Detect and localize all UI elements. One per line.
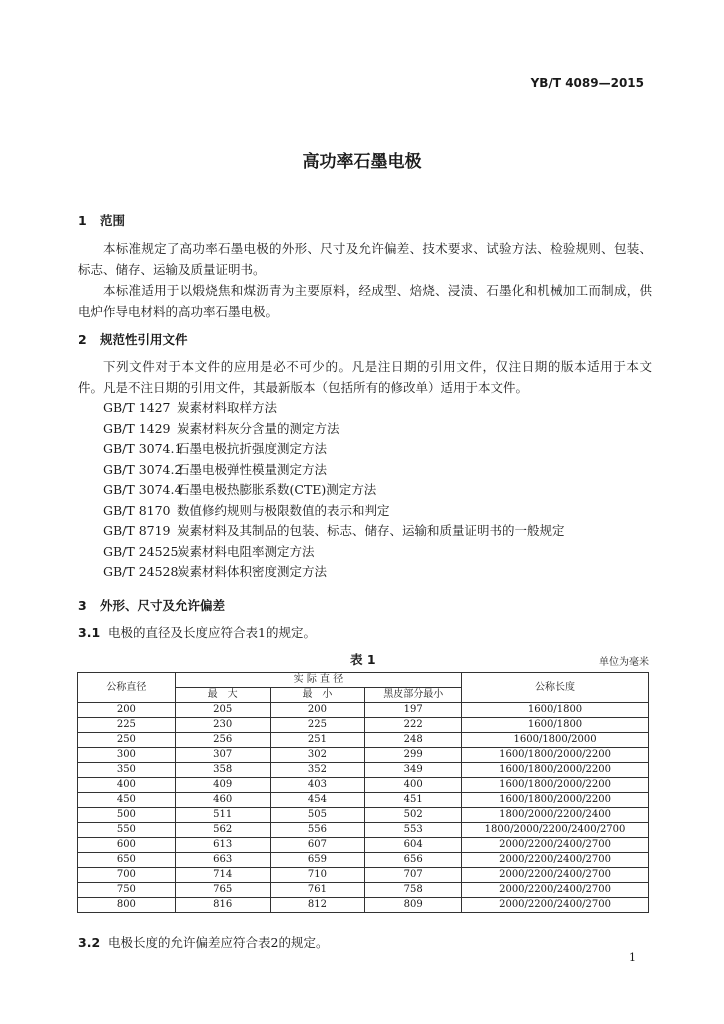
max-diameter-cell: 409	[175, 778, 270, 793]
reference-title: 炭素材料取样方法	[177, 400, 278, 415]
rough-min-cell: 553	[365, 823, 462, 838]
nominal-diameter-cell: 800	[78, 898, 176, 913]
reference-item	[103, 398, 565, 419]
nominal-diameter-cell: 650	[78, 853, 176, 868]
reference-item	[103, 480, 565, 501]
section-2-paragraph: 下列文件对于本文件的应用是必不可少的。凡是注日期的引用文件，仅注日期的版本适用于本文件。凡是不注日期的引用文件，其最新版本（包括所有的修改单）适用于本文件。	[78, 359, 652, 395]
min-diameter-cell: 352	[270, 763, 365, 778]
clause-3-2-number: 3.2	[78, 935, 101, 950]
standard-number: YB/T 4089—2015	[530, 76, 644, 90]
rough-min-cell: 349	[365, 763, 462, 778]
nominal-length-cell: 1600/1800/2000/2200	[462, 763, 649, 778]
nominal-length-cell: 1600/1800/2000/2200	[462, 793, 649, 808]
nominal-diameter-cell: 600	[78, 838, 176, 853]
table-row	[78, 748, 649, 763]
table-1-caption: 表 1	[350, 652, 376, 667]
min-diameter-cell: 505	[270, 808, 365, 823]
table-1-body	[78, 703, 649, 913]
reference-item	[103, 521, 565, 542]
table-row	[78, 718, 649, 733]
rough-min-cell: 656	[365, 853, 462, 868]
min-diameter-cell: 302	[270, 748, 365, 763]
reference-item	[103, 562, 565, 583]
section-3-number: 3	[78, 598, 87, 613]
nominal-diameter-cell: 250	[78, 733, 176, 748]
reference-code: GB/T 1429	[103, 420, 171, 436]
nominal-length-cell: 2000/2200/2400/2700	[462, 898, 649, 913]
reference-code: GB/T 3074.2	[103, 461, 183, 477]
nominal-length-cell: 2000/2200/2400/2700	[462, 838, 649, 853]
nominal-length-cell: 1600/1800	[462, 718, 649, 733]
max-diameter-cell: 816	[175, 898, 270, 913]
header-rough-min: 黑皮部分最小	[365, 688, 462, 703]
table-row	[78, 898, 649, 913]
clause-3-2-text: 电极长度的允许偏差应符合表2的规定。	[108, 935, 329, 950]
max-diameter-cell: 562	[175, 823, 270, 838]
reference-item	[103, 501, 565, 522]
document-title: 高功率石墨电极	[302, 152, 422, 172]
max-diameter-cell: 511	[175, 808, 270, 823]
section-1-heading	[78, 211, 125, 229]
reference-title: 石墨电极弹性模量测定方法	[177, 461, 328, 477]
header-nominal-diameter: 公称直径	[78, 673, 176, 703]
min-diameter-cell: 403	[270, 778, 365, 793]
rough-min-cell: 197	[365, 703, 462, 718]
clause-3-1-text: 电极的直径及长度应符合表1的规定。	[108, 625, 316, 640]
reference-title: 炭素材料及其制品的包装、标志、储存、运输和质量证明书的一般规定	[177, 523, 565, 538]
table-row	[78, 868, 649, 883]
max-diameter-cell: 613	[175, 838, 270, 853]
min-diameter-cell: 200	[270, 703, 365, 718]
reference-code: GB/T 1427	[103, 400, 171, 415]
nominal-diameter-cell: 550	[78, 823, 176, 838]
page-number: 1	[629, 951, 636, 964]
section-1-paragraph-2: 本标准适用于以煅烧焦和煤沥青为主要原料，经成型、焙烧、浸渍、石墨化和机械加工而制成，供电炉作导电材料的高功率石墨电极。	[78, 283, 652, 319]
reference-title: 石墨电极抗折强度测定方法	[177, 441, 328, 456]
min-diameter-cell: 812	[270, 898, 365, 913]
nominal-length-cell: 2000/2200/2400/2700	[462, 853, 649, 868]
reference-item	[103, 419, 565, 440]
min-diameter-cell: 556	[270, 823, 365, 838]
reference-item	[103, 439, 565, 460]
header-max: 最 大	[175, 688, 270, 703]
max-diameter-cell: 307	[175, 748, 270, 763]
min-diameter-cell: 659	[270, 853, 365, 868]
table-row	[78, 823, 649, 838]
nominal-length-cell: 1600/1800	[462, 703, 649, 718]
nominal-diameter-cell: 225	[78, 718, 176, 733]
nominal-diameter-cell: 400	[78, 778, 176, 793]
reference-item	[103, 460, 565, 481]
table-row	[78, 778, 649, 793]
nominal-length-cell: 2000/2200/2400/2700	[462, 868, 649, 883]
clause-3-1-number: 3.1	[78, 625, 101, 640]
table-row	[78, 838, 649, 853]
section-2-number: 2	[78, 332, 87, 347]
section-3-heading	[78, 596, 225, 614]
header-nominal-length: 公称长度	[462, 673, 649, 703]
section-3-title: 外形、尺寸及允许偏差	[100, 598, 226, 613]
header-actual-diameter: 实 际 直 径	[175, 673, 461, 688]
reference-title: 炭素材料灰分含量的测定方法	[177, 420, 340, 436]
min-diameter-cell: 454	[270, 793, 365, 808]
reference-title: 炭素材料电阻率测定方法	[177, 543, 315, 559]
table-row	[78, 853, 649, 868]
rough-min-cell: 451	[365, 793, 462, 808]
max-diameter-cell: 205	[175, 703, 270, 718]
section-1-number: 1	[78, 213, 87, 228]
table-1	[77, 672, 649, 913]
rough-min-cell: 248	[365, 733, 462, 748]
table-row	[78, 883, 649, 898]
min-diameter-cell: 251	[270, 733, 365, 748]
rough-min-cell: 400	[365, 778, 462, 793]
rough-min-cell: 222	[365, 718, 462, 733]
section-2-title: 规范性引用文件	[100, 332, 188, 347]
rough-min-cell: 604	[365, 838, 462, 853]
header-min: 最 小	[270, 688, 365, 703]
nominal-diameter-cell: 500	[78, 808, 176, 823]
nominal-length-cell: 1600/1800/2000/2200	[462, 778, 649, 793]
nominal-diameter-cell: 300	[78, 748, 176, 763]
max-diameter-cell: 765	[175, 883, 270, 898]
nominal-diameter-cell: 350	[78, 763, 176, 778]
table-row	[78, 763, 649, 778]
reference-item	[103, 542, 565, 563]
max-diameter-cell: 460	[175, 793, 270, 808]
section-1-paragraph-1: 本标准规定了高功率石墨电极的外形、尺寸及允许偏差、技术要求、试验方法、检验规则、包装、标志、储存、运输及质量证明书。	[78, 241, 652, 277]
section-1-title: 范围	[100, 213, 126, 228]
min-diameter-cell: 761	[270, 883, 365, 898]
nominal-length-cell: 1800/2000/2200/2400/2700	[462, 823, 649, 838]
reference-code: GB/T 24528	[103, 564, 179, 579]
reference-code: GB/T 8719	[103, 523, 171, 538]
section-2-heading	[78, 330, 188, 348]
nominal-diameter-cell: 700	[78, 868, 176, 883]
max-diameter-cell: 663	[175, 853, 270, 868]
min-diameter-cell: 710	[270, 868, 365, 883]
table-row	[78, 733, 649, 748]
max-diameter-cell: 256	[175, 733, 270, 748]
rough-min-cell: 758	[365, 883, 462, 898]
nominal-length-cell: 1800/2000/2200/2400	[462, 808, 649, 823]
max-diameter-cell: 230	[175, 718, 270, 733]
min-diameter-cell: 225	[270, 718, 365, 733]
max-diameter-cell: 358	[175, 763, 270, 778]
rough-min-cell: 299	[365, 748, 462, 763]
min-diameter-cell: 607	[270, 838, 365, 853]
nominal-length-cell: 1600/1800/2000	[462, 733, 649, 748]
table-1-unit: 单位为毫米	[599, 657, 649, 668]
reference-code: GB/T 24525	[103, 543, 179, 559]
nominal-length-cell: 1600/1800/2000/2200	[462, 748, 649, 763]
nominal-diameter-cell: 450	[78, 793, 176, 808]
table-row	[78, 793, 649, 808]
reference-title: 数值修约规则与极限数值的表示和判定	[177, 502, 390, 518]
clause-3-2	[78, 933, 328, 951]
rough-min-cell: 809	[365, 898, 462, 913]
nominal-diameter-cell: 750	[78, 883, 176, 898]
max-diameter-cell: 714	[175, 868, 270, 883]
rough-min-cell: 707	[365, 868, 462, 883]
table-row	[78, 808, 649, 823]
reference-title: 炭素材料体积密度测定方法	[177, 564, 328, 579]
normative-references-list	[103, 398, 565, 583]
reference-title: 石墨电极热膨胀系数(CTE)测定方法	[177, 482, 377, 497]
table-row	[78, 703, 649, 718]
nominal-diameter-cell: 200	[78, 703, 176, 718]
clause-3-1	[78, 623, 316, 641]
rough-min-cell: 502	[365, 808, 462, 823]
reference-code: GB/T 3074.1	[103, 441, 183, 456]
reference-code: GB/T 3074.4	[103, 482, 183, 497]
nominal-length-cell: 2000/2200/2400/2700	[462, 883, 649, 898]
reference-code: GB/T 8170	[103, 502, 171, 518]
